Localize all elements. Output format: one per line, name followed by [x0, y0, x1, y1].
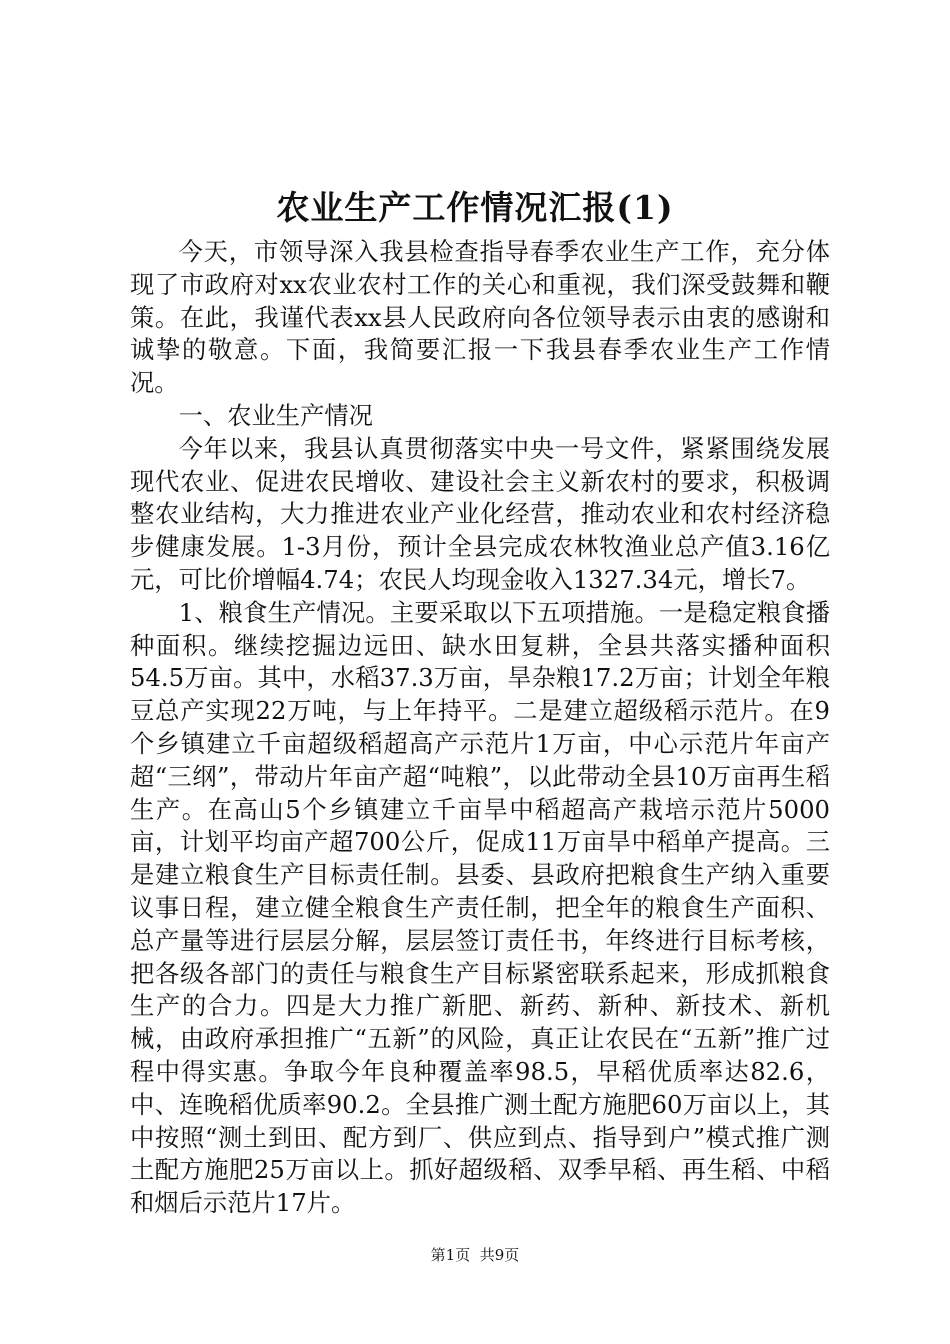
document-title: 农业生产工作情况汇报(1) [276, 188, 674, 227]
paragraph-grain-production: 1、粮食生产情况。主要采取以下五项措施。一是稳定粮食播种面积。继续挖掘边远田、缺水田复耕，全县共落实播种面积54.5万亩。其中，水稻37.3万亩，旱杂粮17.2万亩；计划全年粮豆总产实现22万吨，与上年持平。二是建立超级稻示范片。在9个乡镇建立千亩超级稻超高产示范片1万亩，中心示范片年亩产超“三纲”，带动片年亩产超“吨粮”，以此带动全县10万亩再生稻生产。在高山5个乡镇建立千亩旱中稻超高产栽培示范片5000亩，计划平均亩产超700公斤，促成11万亩旱中稻单产提高。三是建立粮食生产目标责任制。县委、县政府把粮食生产纳入重要议事日程，建立健全粮食生产责任制，把全年的粮食生产面积、总产量等进行层层分解，层层签订责任书，年终进行目标考核，把各级各部门的责任与粮食生产目标紧密联系起来，形成抓粮食生产的合力。四是大力推广新肥、新药、新种、新技术、新机械，由政府承担推广“五新”的风险，真正让农民在“五新”推广过程中得实惠。争取今年良种覆盖率98.5，早稻优质率达82.6，中、连晚稻优质率90.2。全县推广测土配方施肥60万亩以上，其中按照“测土到田、配方到厂、供应到点、指导到户”模式推广测土配方施肥25万亩以上。抓好超级稻、双季早稻、再生稻、中稻和烟后示范片17片。 [130, 597, 830, 1218]
footer-separator [470, 1246, 480, 1264]
section-heading-agricultural-production: 一、农业生产情况 [178, 400, 373, 430]
document-body [130, 236, 830, 1220]
page-footer [0, 1245, 950, 1265]
page-total: 共9页 [479, 1246, 520, 1264]
page-number: 第1页 [430, 1246, 471, 1264]
paragraph-overview: 今年以来，我县认真贯彻落实中央一号文件，紧紧围绕发展现代农业、促进农民增收、建设社会主义新农村的要求，积极调整农业结构，大力推进农业产业化经营，推动农业和农村经济稳步健康发展。1-3月份，预计全县完成农林牧渔业总产值3.16亿元，可比价增幅4.74；农民人均现金收入1327.34元，增长7。 [130, 433, 830, 594]
paragraph-intro: 今天，市领导深入我县检查指导春季农业生产工作，充分体现了市政府对xx农业农村工作的关心和重视，我们深受鼓舞和鞭策。在此，我谨代表xx县人民政府向各位领导表示由衷的感谢和诚挚的敬意。下面，我简要汇报一下我县春季农业生产工作情况。 [130, 237, 830, 398]
